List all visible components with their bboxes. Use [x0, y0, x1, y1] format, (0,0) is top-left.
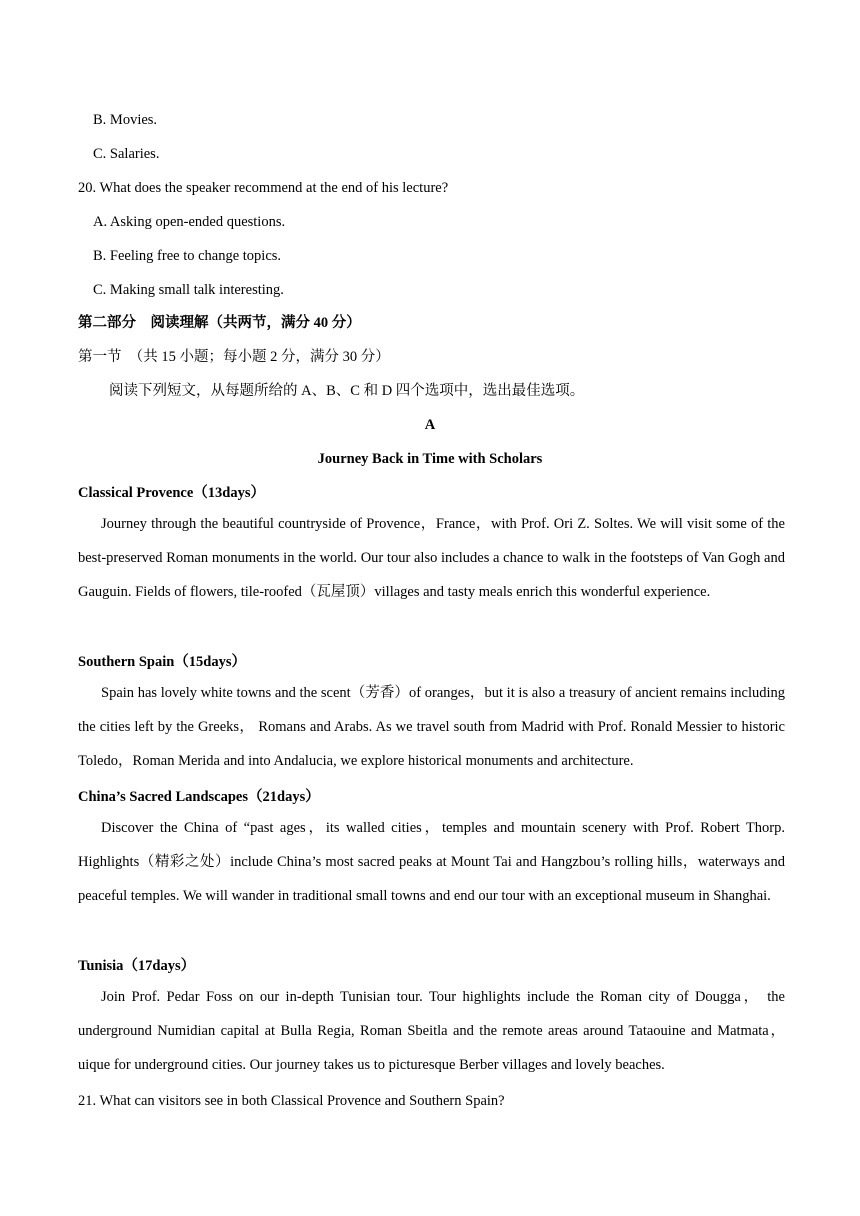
q20-option-b: B. Feeling free to change topics. — [93, 248, 282, 264]
tour-heading-provence: Classical Provence（13days） — [78, 485, 266, 501]
tour-heading-china: China’s Sacred Landscapes（21days） — [78, 789, 320, 805]
reading-instruction: 阅读下列短文，从每题所给的 A、B、C 和 D 四个选项中，选出最佳选项。 — [109, 383, 585, 399]
q20-option-a: A. Asking open-ended questions. — [93, 214, 286, 230]
section1-title: 第一节 （共 15 小题；每小题 2 分，满分 30 分） — [78, 349, 390, 365]
tour-text-tunisia: Join Prof. Pedar Foss on our in-depth Tunisian tour. Tour highlights include the Roman city of Dougga， the underground Numidian capital at Bulla Regia, Roman Sbeitla and the remote areas around Tataouine and Matmata，uique for underground cities. Our journey takes us to picturesque Berber villages and lovely beaches. — [78, 989, 785, 1073]
q21-stem: 21. What can visitors see in both Classical Provence and Southern Spain? — [78, 1093, 505, 1109]
tour-heading-spain: Southern Spain（15days） — [78, 654, 247, 670]
q19-option-c: C. Salaries. — [93, 146, 160, 162]
q20-option-c: C. Making small talk interesting. — [93, 282, 284, 298]
q19-option-b: B. Movies. — [93, 112, 158, 128]
tour-text-spain: Spain has lovely white towns and the scent（芳香）of oranges，but it is also a treasury of ancient remains including the cities left by the Greeks， Romans and Arabs. As we travel south from Madrid with Prof. Ronald Messier to historic Toledo，Roman Merida and into Andalucia, we explore historical monuments and architecture. — [78, 685, 785, 769]
passage-title: Journey Back in Time with Scholars — [317, 451, 543, 467]
part2-title: 第二部分 阅读理解（共两节，满分 40 分） — [78, 315, 361, 331]
passage-letter: A — [424, 417, 436, 433]
tour-text-china: Discover the China of “past ages，its walled cities，temples and mountain scenery with Prof. Robert Thorp. Highlights（精彩之处）include China’s most sacred peaks at Mount Tai and Hangzbou’s rolling hills，waterways and peaceful temples. We will wander in traditional small towns and end our tour with an exceptional museum in Shanghai. — [78, 820, 785, 904]
tour-text-provence: Journey through the beautiful countryside of Provence，France，with Prof. Ori Z. Soltes. We will visit some of the best-preserved Roman monuments in the world. Our tour also includes a chance to walk in the footsteps of Van Gogh and Gauguin. Fields of flowers, tile-roofed（瓦屋顶）villages and tasty meals enrich this wonderful experience. — [78, 516, 785, 600]
tour-heading-tunisia: Tunisia（17days） — [78, 958, 196, 974]
q20-stem: 20. What does the speaker recommend at the end of his lecture? — [78, 180, 449, 196]
